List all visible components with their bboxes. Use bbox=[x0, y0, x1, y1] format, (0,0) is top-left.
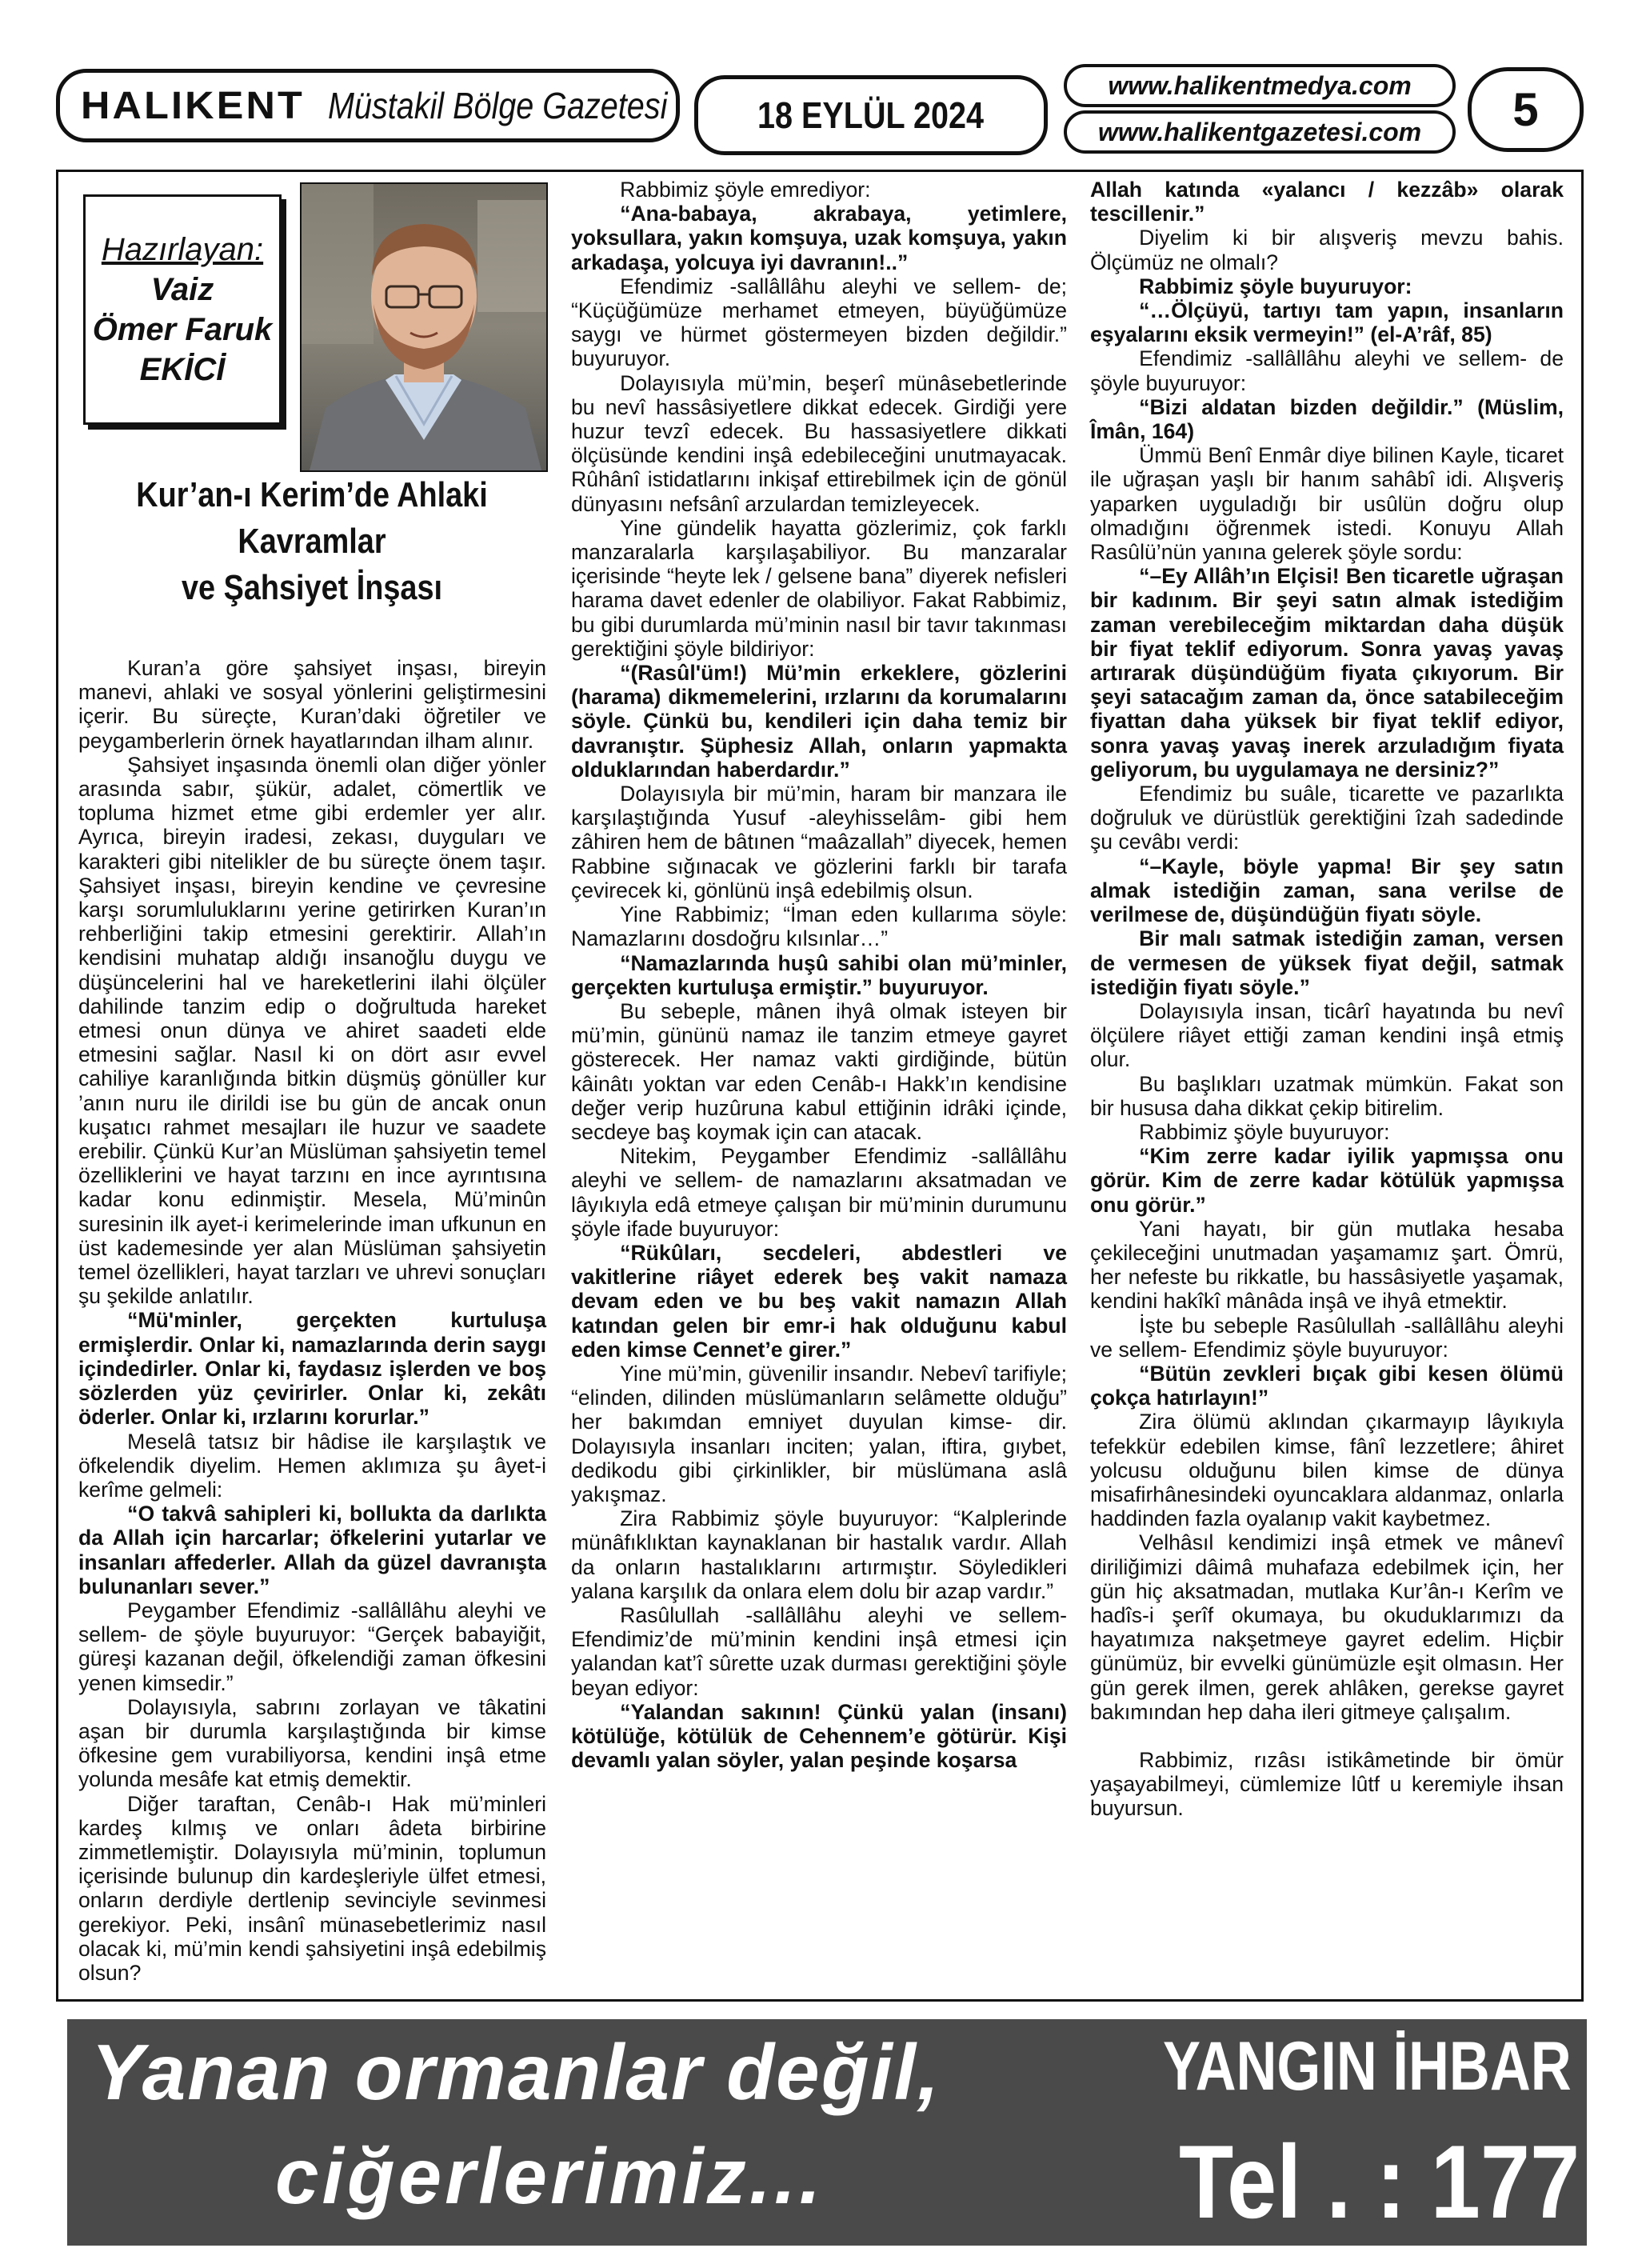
paragraph: Meselâ tatsız bir hâdise ile karşılaştık ve öfkelendik diyelim. Hemen aklımıza şu âyet-i kerîme gelmeli: bbox=[78, 1429, 546, 1502]
quote-text: Rabbimiz şöyle buyuruyor: bbox=[1139, 274, 1412, 298]
quote-text: “(Rasûl'üm!) Mü’min erkeklere, gözlerini (harama) dikmemelerini, ırzlarını da korumalarını söyle. Çünkü bu, kendileri için daha temiz bir davranıştır. Şüphesiz Allah, onların yapmakta olduklarından haberdardır.” bbox=[571, 661, 1067, 782]
quote-text: “…Ölçüyü, tartıyı tam yapın, insanların eşyalarını eksik vermeyin!” (el-A’râf, 85) bbox=[1090, 298, 1564, 347]
brand-name: HALIKENT bbox=[81, 84, 305, 127]
paragraph: Kuran’a göre şahsiyet inşası, bireyin manevi, ahlaki ve sosyal yönlerini geliştirmesini içerir. Bu süreçte, Kuran’daki öğretiler ve peygamberlerin örnek hayatlarından ilham alınır. bbox=[78, 656, 546, 753]
paragraph: Yine Rabbimiz; “İman eden kullarıma söyle: Namazlarını dosdoğru kılsınlar…” bbox=[571, 902, 1067, 951]
quote-paragraph bbox=[571, 1241, 1067, 1362]
quote-text: Allah katında «yalancı / kezzâb» olarak tescillenir.” bbox=[1090, 178, 1564, 226]
paragraph: Ümmü Benî Enmâr diye bilinen Kayle, ticaret ile uğraşan yaşlı bir hanım sahâbî idi. Alışveriş yaparken uyguladığı bir usûlün doğru olup olmadığını öğrenmek istedi. Konuyu Allah Rasûlü’nün yanına gelerek şöyle sordu: bbox=[1090, 443, 1564, 565]
paragraph: Yani hayatı, bir gün mutlaka hesaba çekileceğini unutmadan yaşamamız şart. Ömrü, her nefeste bu rikkatle, bu hassâsiyetle yaşamak, kendini hakîkî mânâda inşâ ve ihyâ etmektir. bbox=[1090, 1216, 1564, 1314]
quote-paragraph bbox=[571, 202, 1067, 274]
paragraph: Yine gündelik hayatta gözlerimiz, çok farklı manzaralarla karşılaşabiliyor. Bu manzaralar içerisinde “heyte lek / gelsene bana” diyerek nefisleri harama davet edenler de olabiliyor. Fakat Rabbimiz, bu gibi durumlarda mü’minin nasıl bir tavır takınması gerektiğini şöyle bildiriyor: bbox=[571, 515, 1067, 661]
column-1 bbox=[78, 656, 546, 1985]
column-3 bbox=[1090, 178, 1564, 1821]
headline-line-1: Kur’an-ı Kerim’de Ahlaki Kavramlar bbox=[136, 475, 488, 561]
paragraph: Şahsiyet inşasında önemli olan diğer yönler arasında sabır, şükür, adalet, cömertlik ve topluma hizmet etme gibi erdemler yer alır. Ayrıca, bireyin iradesi, zekası, duyguları ve karakteri gibi nitelikler de bu süreçte önem taşır. Şahsiyet inşası, bireyin kendine ve çevresine karşı sorumluluklarını yerine getirirken Kuran’ın rehberliğini takip etmesini gerektirir. Allah’ın kendisini muhatap aldığı insanoğlu duygu ve düşüncelerini hal ve hareketlerini ilahi ölçüler dahilinde tanzim edip o doğrultuda hareket etmesi onun dünya ve ahiret saadeti elde etmesini sağlar. Nasıl ki on dört asır evvel cahiliye karanlığında bitkin düşmüş gönüller kur ’anın nuru ile dirildi ise bu gün de ancak onun kuşatıcı rahmet mesajları ile huzur ve saadete erebilir. Çünkü Kur’an Müslüman şahsiyetin temel özelliklerini ve hayat tarzını en ince ayrıntısına kadar konu edinmiştir. Mesela, Mü’minûn suresinin ilk ayet-i kerimelerinde iman ufkunun en üst kademesinde yer alan Müslüman şahsiyetin temel özellikleri, hayat tarzları ve uhrevi sonuçları şu şekilde anlatılır. bbox=[78, 752, 546, 1309]
website-pill-1 bbox=[1064, 64, 1456, 107]
author-first-name: Ömer Faruk bbox=[92, 312, 273, 347]
quote-text: “Rükûları, secdeleri, abdestleri ve vakitlerine riâyet ederek beş vakit namaza devam eden ve bu beş vakit namazın Allah katından gelen bir emr-i hak olduğunu kabul eden kimse Cennet’e girer.” bbox=[571, 1240, 1067, 1362]
website-2: www.halikentgazetesi.com bbox=[1097, 117, 1422, 146]
quote-paragraph bbox=[1090, 1362, 1564, 1410]
quote-paragraph bbox=[1090, 395, 1564, 443]
paragraph: Rasûlullah -sallâllâhu aleyhi ve sellem- Efendimiz’de mü’minin kendini inşâ etmesi için yalandan kat’î sûrette uzak durması gerektiğini şöyle beyan ediyor: bbox=[571, 1602, 1067, 1700]
paragraph: Yine mü’min, güvenilir insandır. Nebevî tarifiyle; “elinden, dilinden müslümanların selâmette olduğu” her bakımdan emniyet duyulan kimse- dir. Dolayısıyla insanları inciten; yalan, iftira, gıybet, dedikodu gibi çirkinlikler, bir müslümana aslâ yakışmaz. bbox=[571, 1361, 1067, 1506]
quote-paragraph bbox=[78, 1308, 546, 1429]
quote-text: “Bütün zevkleri bıçak gibi kesen ölümü çokça hatırlayın!” bbox=[1090, 1361, 1564, 1410]
paragraph: Diğer taraftan, Cenâb-ı Hak mü’minleri kardeş kılmış ve onları âdeta birbirine zimmetlemiştir. Dolayısıyla mü’minin, toplumun içerisinde bulunup din kardeşleriyle ülfet etmesi, onların derdiyle dertlenip sevinciyle sevinmesi gerekiyor. Peki, insânî münasebetlerimiz nasıl olacak ki, mü’min kendi şahsiyetini inşâ edebilmiş olsun? bbox=[78, 1791, 546, 1985]
paragraph: İşte bu sebeple Rasûlullah -sallâllâhu aleyhi ve sellem- Efendimiz şöyle buyuruyor: bbox=[1090, 1313, 1564, 1362]
quote-text: “O takvâ sahipleri ki, bollukta da darlıkta da Allah için harcarlar; öfkelerini yutarlar ve insanları affederler. Allah da güzel davranışta bulunanları sever.” bbox=[78, 1502, 546, 1598]
paragraph: Zira ölümü aklından çıkarmayıp lâyıkıyla tefekkür edebilen kimse, fânî lezzetlere; âhiret yolcusu olduğunu bilen kimse de dünya misafirhânesindeki oyuncaklara aldanmaz, onlarla haddinden fazla oyalanıp vakit kaybetmez. bbox=[1090, 1410, 1564, 1531]
page-number-pill bbox=[1468, 67, 1584, 152]
quote-text: “Mü'minler, gerçekten kurtuluşa ermişlerdir. Onlar ki, namazlarında derin saygı içindedirler. Onlar ki, faydasız işlerden ve boş sözlerden yüz çevirirler. Onlar ki, zekâtı öderler. Onlar ki, ırzlarını korurlar.” bbox=[78, 1308, 546, 1430]
website-pill-2 bbox=[1064, 110, 1456, 154]
paragraph: Dolayısıyla, sabrını zorlayan ve tâkatini aşan bir durumla karşılaştığında bir kimse öfkesine gem vurabiliyorsa, kendini inşâ etme yolunda mesâfe kat etmiş demektir. bbox=[78, 1694, 546, 1792]
author-title: Vaiz bbox=[150, 272, 214, 307]
quote-paragraph bbox=[571, 1700, 1067, 1773]
paragraph: Rabbimiz şöyle emrediyor: bbox=[620, 178, 871, 202]
quote-paragraph bbox=[1090, 178, 1564, 226]
quote-text: “Namazlarında huşû sahibi olan mü’minler, gerçekten kurtuluşa ermiştir.” buyuruyor. bbox=[571, 950, 1067, 999]
newspaper-name-pill bbox=[56, 69, 680, 142]
paragraph: Efendimiz bu suâle, ticarette ve pazarlıkta doğruluk ve dürüstlük gerektiğini îzah sadedinde şu cevâbı verdi: bbox=[1090, 782, 1564, 854]
paragraph: Dolayısıyla insan, ticârî hayatında bu nevî ölçülere riâyet ettiği zaman kendini inşâ etmiş olur. bbox=[1090, 998, 1564, 1072]
paragraph: Rabbimiz, rızâsı istikâmetinde bir ömür yaşayabilmeyi, cümlemize lûtf u keremiyle ihsan buyursun. bbox=[1090, 1748, 1564, 1821]
quote-paragraph bbox=[1090, 926, 1564, 999]
paragraph: Bu sebeple, mânen ihyâ olmak isteyen bir mü’min, gününü namaz ile tanzim etmeye gayret gösterecek. Her namaz vakti girdiğinde, bütün kâinâtı yoktan var eden Cenâb-ı Hakk’ın kendisine değer verip huzûruna kabul ettiğinin idrâki içinde, secdeye baş koymak için can atacak. bbox=[571, 998, 1067, 1144]
quote-text: “–Ey Allâh’ın Elçisi! Ben ticaretle uğraşan bir kadınım. Bir şeyi satın almak istediğim zaman verebileceğim miktardan daha düşük bir fiyat teklif ediyorum. Sonra yavaş yavaş artırarak düşündüğüm fiyata çıkıyorum. Bir şeyi satacağım zaman da, önce satabileceğim fiyattan daha yüksek bir fiyat teklif ediyor, sonra yavaş yavaş inerek arzuladığım fiyata geliyorum, bu uygulamaya ne dersiniz?” bbox=[1090, 564, 1564, 782]
fire-report-label: YANGIN İHBAR bbox=[1163, 2028, 1572, 2105]
fire-warning-banner bbox=[67, 2019, 1587, 2246]
quote-paragraph bbox=[1090, 1144, 1564, 1217]
paragraph: Efendimiz -sallâllâhu aleyhi ve sellem- de şöyle buyuruyor: bbox=[1090, 346, 1564, 395]
fire-report-phone: Tel . : 177 bbox=[1179, 2123, 1580, 2240]
author-photo bbox=[300, 182, 548, 472]
issue-date: 18 EYLÜL 2024 bbox=[757, 94, 985, 136]
quote-paragraph bbox=[1090, 564, 1564, 782]
date-pill bbox=[694, 75, 1048, 155]
article-headline bbox=[102, 472, 522, 611]
quote-text: “Ana-babaya, akrabaya, yetimlere, yoksullara, yakın komşuya, uzak komşuya, yakın arkadaşa, yolcuya iyi davranın!..” bbox=[571, 202, 1067, 274]
paragraph: Bu başlıkları uzatmak mümkün. Fakat son bir hususa daha dikkat çekip bitirelim. bbox=[1090, 1071, 1564, 1120]
slogan-line-1: Yanan ormanlar değil, bbox=[91, 2028, 941, 2116]
quote-text: Bir malı satmak istediğin zaman, versen de vermesen de yüksek fiyat değil, satmak istediğin fiyatı söyle.” bbox=[1090, 926, 1564, 999]
quote-paragraph bbox=[1090, 854, 1564, 927]
author-box bbox=[83, 194, 282, 425]
quote-paragraph bbox=[571, 951, 1067, 999]
quote-text: “–Kayle, böyle yapma! Bir şey satın almak istediğin zaman, sana verilse de verilmese de, düşündüğün fiyatı söyle. bbox=[1090, 854, 1564, 927]
paragraph: Zira Rabbimiz şöyle buyuruyor: “Kalplerinde münâfıklıktan kaynaklanan bir hastalık vardır. Allah da onların hastalıklarını artırmıştır. Söyledikleri yalana karşılık da onlara elem dolu bir azap vardır.” bbox=[571, 1506, 1067, 1603]
slogan-line-2: ciğerlerimiz... bbox=[275, 2132, 825, 2220]
brand-subtitle: Müstakil Bölge Gazetesi bbox=[327, 85, 668, 126]
paragraph: Dolayısıyla bir mü’min, haram bir manzara ile karşılaştığında Yusuf -aleyhisselâm- gibi hem zâhiren hem de bâtınen “maâzallah” diyecek, hemen Rabbine sığınacak ve gözlerini farklı bir tarafa çevirecek ki, gönlünü inşâ edebilmiş olsun. bbox=[571, 782, 1067, 902]
paragraph bbox=[1090, 274, 1564, 298]
paragraph: Efendimiz -sallâllâhu aleyhi ve sellem- de; “Küçüğümüze merhamet etmeyen, büyüğümüze saygı ve hürmet göstermeyen bizden değildir.” buyuruyor. bbox=[571, 274, 1067, 371]
quote-paragraph bbox=[1090, 298, 1564, 346]
website-1: www.halikentmedya.com bbox=[1108, 70, 1412, 100]
paragraph: Peygamber Efendimiz -sallâllâhu aleyhi ve sellem- de şöyle buyuruyor: “Gerçek babayiğit, güreşi kazanan değil, öfkelendiği zaman öfkesini yenen kimsedir.” bbox=[78, 1598, 546, 1695]
masthead bbox=[56, 58, 1584, 160]
author-last-name: EKİCİ bbox=[139, 352, 226, 387]
quote-paragraph bbox=[571, 661, 1067, 782]
quote-paragraph bbox=[78, 1502, 546, 1598]
paragraph: Velhâsıl kendimizi inşâ etmek ve mânevî diriliğimizi dâimâ muhafaza edebilmek için, her gün hiç aksatmadan, mutlaka Kur’ân-ı Kerîm ve hadîs-i şerîf okumaya, bu okuduklarımızı da hayatımıza nakşetmeye gayret edelim. Hiçbir günümüz, bir evvelki günümüzle eşit olmasın. Her gün gerek ilmen, gerek ahlâken, gerekse gayret bakımından hep daha ileri gitmeye çalışalım. bbox=[1090, 1530, 1564, 1724]
page-number: 5 bbox=[1512, 83, 1539, 136]
author-portrait-image bbox=[302, 184, 546, 470]
paragraph: Diyelim ki bir alışveriş mevzu bahis. Ölçümüz ne olmalı? bbox=[1090, 226, 1564, 274]
column-2 bbox=[571, 178, 1067, 1772]
quote-text: “Kim zerre kadar iyilik yapmışsa onu görür. Kim de zerre kadar kötülük yapmışsa onu görür.” bbox=[1090, 1144, 1564, 1217]
quote-text: “Bizi aldatan bizden değildir.” (Müslim, Îmân, 164) bbox=[1090, 394, 1564, 444]
quote-text: “Yalandan sakının! Çünkü yalan (insanı) kötülüğe, kötülük de Cehennem’e götürür. Kişi devamlı yalan söyler, yalan peşinde koşarsa bbox=[571, 1699, 1067, 1773]
headline-line-2: ve Şahsiyet İnşası bbox=[181, 568, 443, 607]
author-label: Hazırlayan: bbox=[101, 232, 264, 267]
paragraph: Rabbimiz şöyle buyuruyor: bbox=[1139, 1119, 1390, 1144]
paragraph: Dolayısıyla mü’min, beşerî münâsebetlerinde bu nevî hassâsiyetlere dikkat edecek. Girdiği yere huzur tevzî edecek. Bu hassasiyetlere dikkati ölçüsünde kendini inşâ edebileceğini unutmayacak. Rûhânî istidatlarını inkişaf ettirebilmek için de gönül dünyasını nefsânî arzulardan temizleyecek. bbox=[571, 370, 1067, 516]
paragraph: Nitekim, Peygamber Efendimiz -sallâllâhu aleyhi ve sellem- de namazlarını aksatmadan ve lâyıkıyla edâ etmeye çalışan bir mü’minin durumunu şöyle ifade buyuruyor: bbox=[571, 1144, 1067, 1241]
